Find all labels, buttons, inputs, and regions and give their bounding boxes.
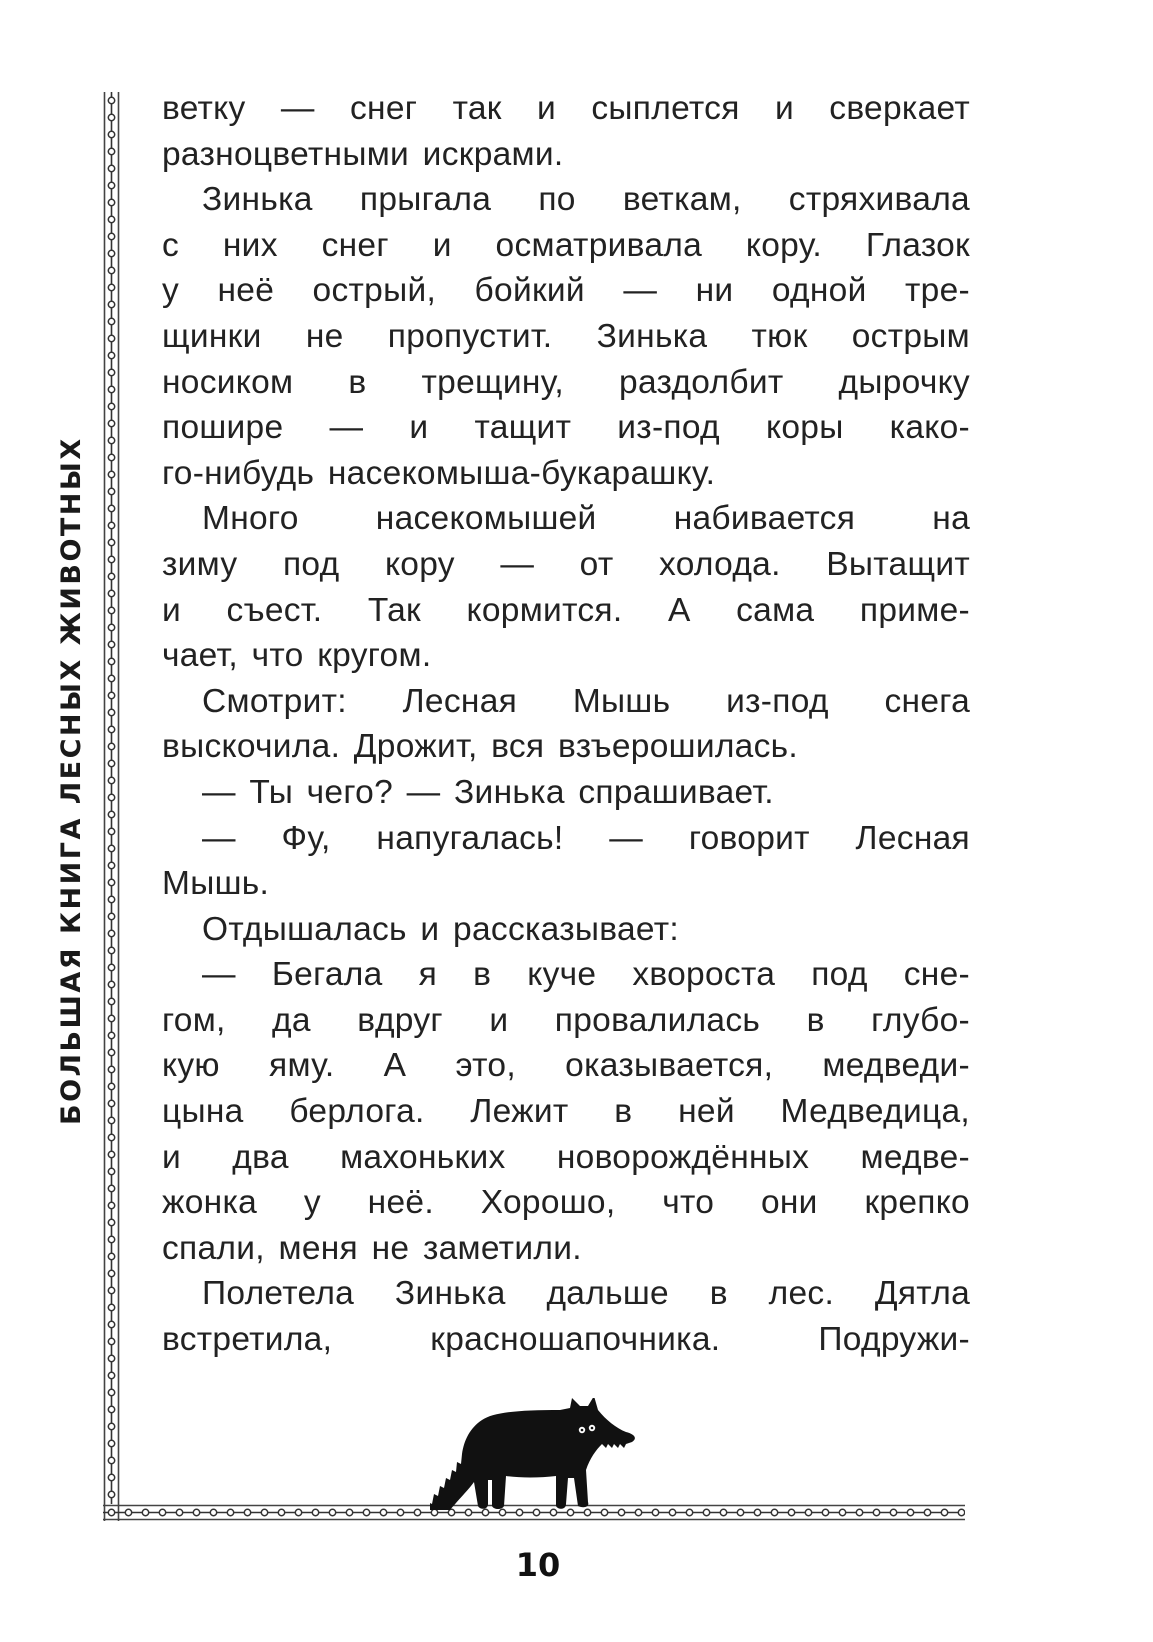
wolf-illustration-icon	[430, 1398, 680, 1518]
text-line: носиком в трещину, раздолбит дырочку	[162, 363, 970, 401]
text-line: гом, да вдруг и провалилась в глубо-	[162, 1001, 970, 1039]
text-line: Смотрит: Лесная Мышь из-под снега	[202, 682, 970, 720]
body-text	[162, 86, 970, 1363]
text-line: Зинька прыгала по веткам, стряхивала	[202, 181, 970, 219]
page-number: 10	[515, 1546, 561, 1584]
text-line: выскочила. Дрожит, вся взъерошилась.	[162, 728, 799, 766]
decorative-chain-border-vertical	[103, 92, 120, 1521]
text-line: Мышь.	[162, 865, 270, 903]
text-line: Отдышалась и рассказывает:	[202, 910, 679, 948]
text-line: и съест. Так кормится. А сама приме-	[162, 591, 970, 629]
text-line: пошире — и тащит из-под коры како-	[162, 409, 970, 447]
text-line: чает, что кругом.	[162, 637, 432, 675]
text-line: и два махоньких новорождённых медве-	[162, 1138, 970, 1176]
text-line: ветку — снег так и сыплется и сверкает	[162, 90, 970, 127]
text-line: с них снег и осматривала кору. Глазок	[162, 226, 970, 264]
text-line: Полетела Зинька дальше в лес. Дятла	[202, 1275, 970, 1313]
text-line: — Ты чего? — Зинька спрашивает.	[202, 773, 774, 811]
text-line: го-нибудь насекомыша-букарашку.	[162, 454, 716, 492]
text-line: — Бегала я в куче хвороста под сне-	[202, 956, 970, 994]
text-line: — Фу, напугалась! — говорит Лесная	[202, 819, 970, 857]
text-line: спали, меня не заметили.	[162, 1229, 582, 1267]
text-line: зиму под кору — от холода. Вытащит	[162, 545, 970, 583]
text-line: у неё острый, бойкий — ни одной тре-	[162, 272, 970, 310]
text-line: разноцветными искрами.	[162, 135, 564, 173]
running-header-vertical: БОЛЬШАЯ КНИГА ЛЕСНЫХ ЖИВОТНЫХ	[56, 436, 87, 1125]
text-line: жонка у неё. Хорошо, что они крепко	[162, 1184, 970, 1222]
text-line: Много насекомышей набивается на	[202, 500, 970, 538]
text-line: щинки не пропустит. Зинька тюк острым	[162, 317, 970, 355]
text-line: кую яму. А это, оказывается, медведи-	[162, 1047, 970, 1085]
text-line: цына берлога. Лежит в ней Медведица,	[162, 1093, 970, 1131]
text-line: встретила, красношапочника. Подружи-	[162, 1321, 970, 1359]
